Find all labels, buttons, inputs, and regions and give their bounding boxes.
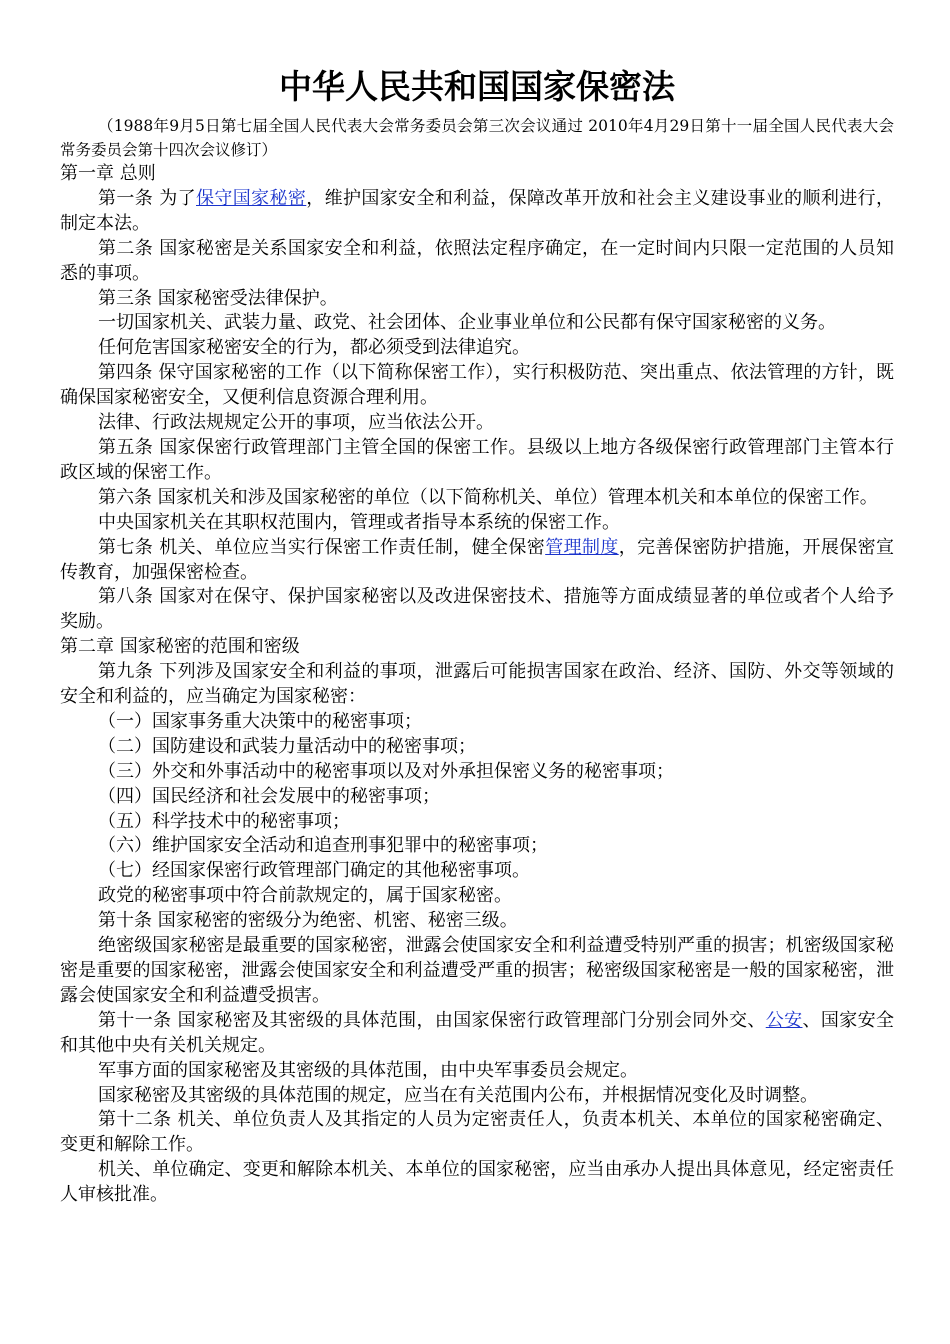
document-title: 中华人民共和国国家保密法 [279,67,675,106]
list-item: （六）维护国家安全活动和追查刑事犯罪中的秘密事项； [98,835,548,857]
article-paragraph: 第八条 国家对在保守、保护国家秘密以及改进保密技术、措施等方面成绩显著的单位或者个人给予奖励。 [60,586,894,633]
paragraph-text: 第七条 机关、单位应当实行保密工作责任制，健全保密 [98,536,546,558]
article-paragraph [60,1009,894,1059]
paragraph-text: 第十一条 国家秘密及其密级的具体范围，由国家保密行政管理部门分别会同外交、 [98,1009,766,1031]
article-paragraph: 任何危害国家秘密安全的行为，都必须受到法律追究。 [98,337,530,359]
article-paragraph: 第五条 国家保密行政管理部门主管全国的保密工作。县级以上地方各级保密行政管理部门主管本行政区域的保密工作。 [60,436,894,483]
inline-link[interactable]: 管理制度 [545,536,619,558]
article-paragraph [60,187,894,237]
list-item: （三）外交和外事活动中的秘密事项以及对外承担保密义务的秘密事项； [98,760,674,782]
article-paragraph: 第三条 国家秘密受法律保护。 [98,287,338,309]
document-subtitle: （1988年9月5日第七届全国人民代表大会常务委员会第三次会议通过 2010年4月29日第十一届全国人民代表大会常务委员会第十四次会议修订） [60,117,894,159]
paragraph-text: 第一条 为了 [98,187,196,209]
list-item: （七）经国家保密行政管理部门确定的其他秘密事项。 [98,860,530,882]
article-paragraph: 国家秘密及其密级的具体范围的规定，应当在有关范围内公布，并根据情况变化及时调整。 [98,1084,818,1106]
article-paragraph: 第四条 保守国家秘密的工作（以下简称保密工作），实行积极防范、突出重点、依法管理的方针，既确保国家秘密安全，又便利信息资源合理利用。 [60,362,894,409]
article-paragraph: 军事方面的国家秘密及其密级的具体范围，由中央军事委员会规定。 [98,1059,638,1081]
article-paragraph: 法律、行政法规规定公开的事项，应当依法公开。 [98,412,494,434]
article-paragraph: 第二条 国家秘密是关系国家安全和利益，依照法定程序确定，在一定时间内只限一定范围的人员知悉的事项。 [60,237,894,284]
list-item: （二）国防建设和武装力量活动中的秘密事项； [98,735,476,757]
article-paragraph: 第十条 国家秘密的密级分为绝密、机密、秘密三级。 [98,910,518,932]
article-paragraph [60,536,894,586]
article-paragraph: 绝密级国家秘密是最重要的国家秘密，泄露会使国家安全和利益遭受特别严重的损害；机密级国家秘密是重要的国家秘密，泄露会使国家安全和利益遭受严重的损害；秘密级国家秘密是一般的国家秘密，泄露会使国家安全和利益遭受损害。 [60,935,894,1006]
article-paragraph: 一切国家机关、武装力量、政党、社会团体、企业事业单位和公民都有保守国家秘密的义务。 [98,312,836,334]
paragraph-text: ，维护国家安全和利益，保障改革开放和社会主义建设事业的顺利进行，制定本法。 [60,187,895,234]
list-item: （五）科学技术中的秘密事项； [98,810,350,832]
article-paragraph: 机关、单位确定、变更和解除本机关、本单位的国家秘密，应当由承办人提出具体意见，经定密责任人审核批准。 [60,1159,894,1206]
article-paragraph: 第六条 国家机关和涉及国家秘密的单位（以下简称机关、单位）管理本机关和本单位的保密工作。 [98,486,878,508]
list-item: （四）国民经济和社会发展中的秘密事项； [98,785,440,807]
paragraph-text: ，完善保密防护措施，开展保密宣传教育，加强保密检查。 [60,536,894,583]
article-paragraph: 政党的秘密事项中符合前款规定的，属于国家秘密。 [98,885,512,907]
paragraph-text: 、国家安全和其他中央有关机关规定。 [60,1009,895,1056]
inline-link[interactable]: 公安 [765,1009,803,1031]
document-body [60,162,894,1208]
list-item: （一）国家事务重大决策中的秘密事项； [98,710,422,732]
inline-link[interactable]: 保守国家秘密 [196,187,307,209]
chapter-heading: 第二章 国家秘密的范围和密级 [60,636,300,658]
article-paragraph: 第十二条 机关、单位负责人及其指定的人员为定密责任人，负责本机关、本单位的国家秘密确定、变更和解除工作。 [60,1109,894,1156]
article-paragraph: 中央国家机关在其职权范围内，管理或者指导本系统的保密工作。 [98,511,620,533]
chapter-heading: 第一章 总则 [60,163,156,184]
article-paragraph: 第九条 下列涉及国家安全和利益的事项，泄露后可能损害国家在政治、经济、国防、外交等领域的安全和利益的，应当确定为国家秘密： [60,661,894,708]
